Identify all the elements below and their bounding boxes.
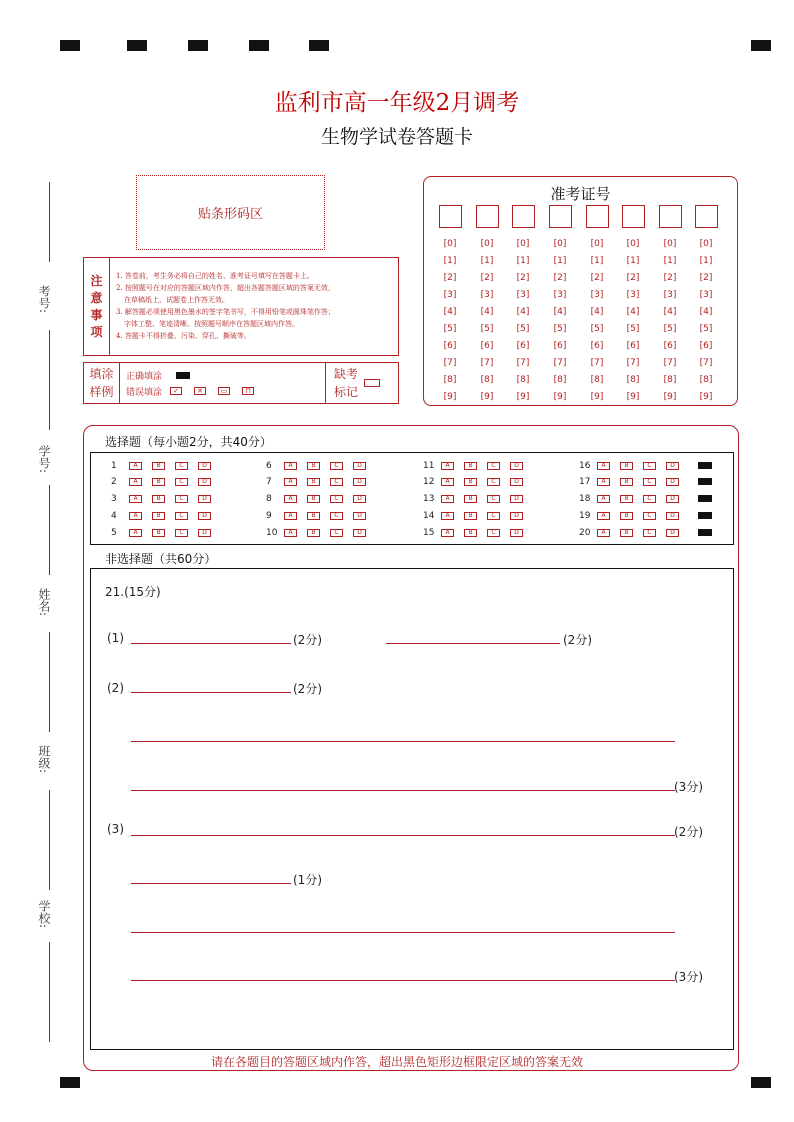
choice-option-bubble[interactable]: A (129, 478, 142, 486)
admission-digit-option[interactable]: [4] (590, 307, 604, 317)
choice-question-row (111, 510, 221, 522)
admission-digit-option[interactable]: [1] (663, 256, 677, 266)
exam-no-line[interactable] (49, 330, 50, 430)
timing-mark (698, 462, 712, 469)
barcode-area (136, 175, 325, 250)
choice-question-row (266, 527, 376, 539)
admission-digit-option[interactable]: [7] (590, 358, 604, 368)
wrong-fill-cross: ✕ (194, 387, 206, 395)
admission-digit-option[interactable]: [7] (699, 358, 713, 368)
choice-option-bubble[interactable]: C (643, 478, 656, 486)
choice-question-row (423, 460, 533, 472)
choice-option-bubble[interactable]: B (152, 529, 165, 537)
choice-option-bubble[interactable]: C (175, 478, 188, 486)
note-item: 2. 按照题号在对应的答题区域内作答，超出各题答题区域的答案无效， (116, 284, 335, 292)
question-number: 19 (579, 511, 591, 521)
question-number: 2 (111, 477, 117, 487)
correct-fill-label: 正确填涂 (126, 371, 163, 382)
note-item: 字体工整、笔迹清晰。按照题号顺序在答题区域内作答。 (124, 320, 299, 328)
admission-title: 准考证号 (550, 185, 611, 203)
part-1b-score: (2分) (563, 633, 592, 647)
admission-digit-option[interactable]: [1] (699, 256, 713, 266)
admission-column (437, 205, 463, 406)
admission-digit-option[interactable]: [7] (516, 358, 530, 368)
side-line (49, 182, 50, 262)
part-3c-score: (3分) (674, 970, 703, 984)
question-number: 13 (423, 494, 435, 504)
choice-option-bubble[interactable]: A (597, 512, 610, 520)
fill-sample-heading: 填涂 样例 (84, 363, 120, 403)
admission-number-box (423, 176, 738, 406)
admission-digit-option[interactable]: [3] (516, 290, 530, 300)
admission-digit-option[interactable]: [3] (480, 290, 494, 300)
admission-digit-option[interactable]: [2] (553, 273, 567, 283)
choice-option-bubble[interactable]: C (175, 495, 188, 503)
choice-option-bubble[interactable]: A (129, 512, 142, 520)
part-1-label: (1) (107, 631, 124, 645)
answer-line[interactable] (131, 692, 291, 693)
choice-option-bubble[interactable]: A (284, 495, 297, 503)
timing-mark (698, 512, 712, 519)
choice-option-bubble[interactable]: B (620, 495, 633, 503)
choice-option-bubble[interactable]: C (487, 495, 500, 503)
question-number: 18 (579, 494, 591, 504)
position-marker (127, 40, 147, 51)
choice-option-bubble[interactable]: D (353, 495, 366, 503)
question-number: 1 (111, 461, 117, 471)
school-label: 学校: (37, 900, 51, 929)
choice-option-bubble[interactable]: A (441, 495, 454, 503)
question-number: 4 (111, 511, 117, 521)
choice-option-bubble[interactable]: D (510, 495, 523, 503)
position-marker (751, 1077, 771, 1088)
admission-digit-option[interactable]: [9] (663, 392, 677, 402)
choice-option-bubble[interactable]: D (510, 512, 523, 520)
admission-digit-option[interactable]: [9] (699, 392, 713, 402)
notes-heading: 注 意 事 项 (84, 258, 110, 355)
timing-mark (698, 529, 712, 536)
choice-option-bubble[interactable]: D (198, 478, 211, 486)
position-marker (751, 40, 771, 51)
question-number: 17 (579, 477, 591, 487)
admission-digit-option[interactable]: [6] (443, 341, 457, 351)
choice-option-bubble[interactable]: B (620, 478, 633, 486)
answer-line[interactable] (386, 643, 560, 644)
admission-digit-option[interactable]: [5] (699, 324, 713, 334)
admission-digit-option[interactable]: [5] (626, 324, 640, 334)
choice-option-bubble[interactable]: A (597, 462, 610, 470)
choice-question-row (266, 493, 376, 505)
choice-option-bubble[interactable]: B (620, 529, 633, 537)
choice-option-bubble[interactable]: D (666, 529, 679, 537)
admission-digit-option[interactable]: [4] (626, 307, 640, 317)
choice-option-bubble[interactable]: C (330, 529, 343, 537)
admission-digit-option[interactable]: [1] (516, 256, 530, 266)
admission-digit-option[interactable]: [5] (553, 324, 567, 334)
choice-option-bubble[interactable]: A (597, 495, 610, 503)
note-item: 在草稿纸上、试题卷上作答无效。 (124, 296, 229, 304)
question-number: 11 (423, 461, 435, 471)
choice-option-bubble[interactable]: D (510, 529, 523, 537)
answer-line[interactable] (131, 932, 675, 933)
choice-option-bubble[interactable]: C (175, 462, 188, 470)
position-marker (188, 40, 208, 51)
choice-option-bubble[interactable]: B (620, 462, 633, 470)
choice-option-bubble[interactable]: C (330, 512, 343, 520)
part-1-score: (2分) (293, 633, 322, 647)
admission-digit-option[interactable]: [7] (443, 358, 457, 368)
choice-option-bubble[interactable]: B (152, 478, 165, 486)
choice-option-bubble[interactable]: D (198, 529, 211, 537)
answer-line[interactable] (131, 741, 675, 742)
choice-option-bubble[interactable]: B (464, 512, 477, 520)
choice-option-bubble[interactable]: B (152, 462, 165, 470)
admission-digit-option[interactable]: [5] (516, 324, 530, 334)
answer-line[interactable] (131, 883, 291, 884)
admission-digit-option[interactable]: [8] (443, 375, 457, 385)
admission-digit-option[interactable]: [3] (443, 290, 457, 300)
choice-option-bubble[interactable]: C (487, 529, 500, 537)
choice-option-bubble[interactable]: C (643, 462, 656, 470)
choice-option-bubble[interactable]: D (198, 462, 211, 470)
choice-option-bubble[interactable]: C (330, 462, 343, 470)
note-item: 1. 答卷前，考生务必将自己的姓名、准考证号填写在答题卡上。 (116, 272, 314, 280)
admission-digit-option[interactable]: [6] (480, 341, 494, 351)
admission-digit-option[interactable]: [3] (590, 290, 604, 300)
admission-digit-option[interactable]: [0] (699, 239, 713, 249)
choice-question-row (111, 493, 221, 505)
wrong-fill-label: 错误填涂 (126, 387, 163, 398)
choice-option-bubble[interactable]: D (353, 462, 366, 470)
student-no-label: 学号: (37, 445, 51, 474)
choice-option-bubble[interactable]: C (175, 529, 188, 537)
choice-question-row (579, 460, 689, 472)
footer-warning: 请在各题目的答题区域内作答，超出黑色矩形边框限定区域的答案无效 (210, 1055, 583, 1069)
admission-digit-option[interactable]: [7] (480, 358, 494, 368)
notes-box (83, 257, 399, 356)
question-number: 14 (423, 511, 435, 521)
note-item: 3. 解答题必须使用黑色墨水的签字笔书写，不得用铅笔或圆珠笔作答； (116, 308, 335, 316)
admission-digit-option[interactable]: [2] (699, 273, 713, 283)
choice-question-row (579, 527, 689, 539)
admission-digit-box[interactable] (622, 205, 645, 228)
choice-option-bubble[interactable]: D (666, 512, 679, 520)
admission-digit-option[interactable]: [6] (626, 341, 640, 351)
admission-digit-option[interactable]: [8] (516, 375, 530, 385)
admission-digit-option[interactable]: [2] (626, 273, 640, 283)
admission-digit-option[interactable]: [4] (663, 307, 677, 317)
admission-digit-option[interactable]: [2] (663, 273, 677, 283)
choice-option-bubble[interactable]: D (353, 478, 366, 486)
part-2-label: (2) (107, 681, 124, 695)
admission-digit-option[interactable]: [2] (443, 273, 457, 283)
class-line[interactable] (49, 790, 50, 890)
barcode-label: 贴条形码区 (197, 207, 263, 222)
part-2b-score: (3分) (674, 780, 703, 794)
admission-digit-box[interactable] (439, 205, 462, 228)
question-number: 9 (266, 511, 272, 521)
admission-digit-option[interactable]: [4] (699, 307, 713, 317)
admission-digit-box[interactable] (586, 205, 609, 228)
question-number: 15 (423, 528, 435, 538)
admission-digit-option[interactable]: [9] (516, 392, 530, 402)
question-21-heading: 21.(15分) (105, 585, 161, 599)
choice-option-bubble[interactable]: A (597, 529, 610, 537)
position-marker (60, 1077, 80, 1088)
admission-digit-option[interactable]: [2] (480, 273, 494, 283)
choice-option-bubble[interactable]: D (666, 495, 679, 503)
wrong-fill-partial: ⊓ (242, 387, 254, 395)
choice-option-bubble[interactable]: C (330, 478, 343, 486)
choice-option-bubble[interactable]: D (198, 495, 211, 503)
choice-option-bubble[interactable]: B (307, 512, 320, 520)
admission-column (620, 205, 646, 406)
absent-mark-box[interactable] (364, 379, 380, 387)
admission-digit-option[interactable]: [3] (553, 290, 567, 300)
admission-column (547, 205, 573, 406)
choice-option-bubble[interactable]: D (353, 529, 366, 537)
choice-option-bubble[interactable]: A (129, 529, 142, 537)
name-label: 姓名: (37, 588, 51, 617)
note-item: 4. 答题卡不得折叠、污染、穿孔、撕破等。 (116, 332, 251, 340)
class-label: 班级: (37, 745, 51, 774)
choice-option-bubble[interactable]: A (441, 478, 454, 486)
choice-option-bubble[interactable]: C (487, 462, 500, 470)
open-answer-box (90, 568, 734, 1050)
question-number: 8 (266, 494, 272, 504)
admission-digit-option[interactable]: [1] (480, 256, 494, 266)
school-line[interactable] (49, 942, 50, 1042)
admission-digit-option[interactable]: [5] (590, 324, 604, 334)
choice-option-bubble[interactable]: B (464, 462, 477, 470)
choice-question-row (579, 476, 689, 488)
fill-sample-examples (120, 363, 326, 403)
admission-digit-option[interactable]: [4] (553, 307, 567, 317)
choice-question-row (579, 510, 689, 522)
admission-digit-option[interactable]: [5] (663, 324, 677, 334)
position-marker (249, 40, 269, 51)
admission-digit-option[interactable]: [9] (480, 392, 494, 402)
admission-digit-option[interactable]: [2] (516, 273, 530, 283)
admission-digit-option[interactable]: [7] (553, 358, 567, 368)
timing-mark (698, 495, 712, 502)
choice-question-row (423, 493, 533, 505)
correct-fill-mark (176, 372, 190, 379)
admission-digit-option[interactable]: [6] (553, 341, 567, 351)
choice-option-bubble[interactable]: A (284, 462, 297, 470)
admission-digit-option[interactable]: [8] (626, 375, 640, 385)
admission-digit-option[interactable]: [7] (663, 358, 677, 368)
admission-digit-box[interactable] (512, 205, 535, 228)
part-3-score: (2分) (674, 825, 703, 839)
admission-digit-option[interactable]: [7] (626, 358, 640, 368)
admission-digit-box[interactable] (549, 205, 572, 228)
admission-digit-option[interactable]: [0] (443, 239, 457, 249)
choice-question-row (423, 510, 533, 522)
admission-digit-option[interactable]: [6] (590, 341, 604, 351)
admission-digit-option[interactable]: [0] (480, 239, 494, 249)
question-number: 16 (579, 461, 591, 471)
student-no-line[interactable] (49, 485, 50, 575)
choice-question-row (266, 476, 376, 488)
choice-option-bubble[interactable]: D (510, 462, 523, 470)
question-number: 6 (266, 461, 272, 471)
admission-digit-option[interactable]: [4] (516, 307, 530, 317)
choice-question-row (579, 493, 689, 505)
admission-digit-option[interactable]: [1] (626, 256, 640, 266)
wrong-fill-check: ✓ (170, 387, 182, 395)
admission-digit-option[interactable]: [3] (663, 290, 677, 300)
admission-digit-box[interactable] (476, 205, 499, 228)
choice-option-bubble[interactable]: D (510, 478, 523, 486)
admission-digit-option[interactable]: [0] (516, 239, 530, 249)
choice-question-row (423, 476, 533, 488)
notes-list (110, 258, 339, 355)
page-title: 监利市高一年级2月调考 (274, 90, 520, 116)
choice-question-row (423, 527, 533, 539)
page-subtitle: 生物学试卷答题卡 (320, 126, 473, 148)
choice-option-bubble[interactable]: B (464, 495, 477, 503)
choice-option-bubble[interactable]: A (597, 478, 610, 486)
open-section-title: 非选择题（共60分） (105, 552, 217, 566)
choice-question-row (111, 476, 221, 488)
answer-line[interactable] (131, 835, 675, 836)
choice-option-bubble[interactable]: B (307, 529, 320, 537)
admission-digit-option[interactable]: [0] (553, 239, 567, 249)
choice-option-bubble[interactable]: C (175, 512, 188, 520)
admission-digit-box[interactable] (695, 205, 718, 228)
part-3-label: (3) (107, 822, 124, 836)
question-number: 7 (266, 477, 272, 487)
question-number: 5 (111, 528, 117, 538)
timing-mark (698, 478, 712, 485)
choice-option-bubble[interactable]: A (129, 462, 142, 470)
admission-digit-option[interactable]: [6] (699, 341, 713, 351)
admission-column (584, 205, 610, 406)
admission-digit-option[interactable]: [8] (553, 375, 567, 385)
admission-digit-option[interactable]: [3] (626, 290, 640, 300)
choice-option-bubble[interactable]: C (330, 495, 343, 503)
choice-option-bubble[interactable]: B (152, 512, 165, 520)
choice-question-row (266, 460, 376, 472)
wrong-fill-half: ▭ (218, 387, 230, 395)
choice-option-bubble[interactable]: B (307, 462, 320, 470)
admission-digit-option[interactable]: [6] (663, 341, 677, 351)
choice-option-bubble[interactable]: B (307, 478, 320, 486)
admission-digit-option[interactable]: [4] (443, 307, 457, 317)
question-number: 10 (266, 528, 278, 538)
exam-no-label: 考号: (37, 285, 51, 314)
admission-digit-option[interactable]: [9] (626, 392, 640, 402)
choice-option-bubble[interactable]: A (284, 529, 297, 537)
choice-option-bubble[interactable]: D (666, 478, 679, 486)
admission-digit-option[interactable]: [0] (590, 239, 604, 249)
admission-digit-option[interactable]: [0] (663, 239, 677, 249)
admission-digit-option[interactable]: [6] (516, 341, 530, 351)
fill-sample-box (83, 362, 399, 404)
choice-option-bubble[interactable]: A (284, 512, 297, 520)
choice-option-bubble[interactable]: D (666, 462, 679, 470)
choice-option-bubble[interactable]: A (441, 512, 454, 520)
admission-column (693, 205, 719, 406)
admission-digit-option[interactable]: [4] (480, 307, 494, 317)
choice-option-bubble[interactable]: C (643, 529, 656, 537)
admission-digit-option[interactable]: [0] (626, 239, 640, 249)
choice-option-bubble[interactable]: A (284, 478, 297, 486)
answer-line[interactable] (131, 790, 675, 791)
admission-digit-option[interactable]: [8] (663, 375, 677, 385)
admission-column (474, 205, 500, 406)
admission-digit-option[interactable]: [8] (480, 375, 494, 385)
question-number: 3 (111, 494, 117, 504)
part-3b-score: (1分) (293, 873, 322, 887)
answer-line[interactable] (131, 980, 675, 981)
choice-option-bubble[interactable]: B (307, 495, 320, 503)
choice-section-title: 选择题（每小题2分，共40分） (105, 435, 272, 449)
admission-digit-option[interactable]: [8] (590, 375, 604, 385)
choice-option-bubble[interactable]: A (129, 495, 142, 503)
choice-option-bubble[interactable]: B (464, 478, 477, 486)
admission-digit-box[interactable] (659, 205, 682, 228)
admission-digit-option[interactable]: [5] (480, 324, 494, 334)
answer-line[interactable] (131, 643, 291, 644)
part-2-score: (2分) (293, 682, 322, 696)
choice-option-bubble[interactable]: B (464, 529, 477, 537)
choice-option-bubble[interactable]: C (487, 512, 500, 520)
admission-digit-option[interactable]: [9] (590, 392, 604, 402)
choice-option-bubble[interactable]: B (152, 495, 165, 503)
question-number: 20 (579, 528, 591, 538)
position-marker (60, 40, 80, 51)
choice-option-bubble[interactable]: B (620, 512, 633, 520)
name-line[interactable] (49, 632, 50, 732)
question-number: 12 (423, 477, 435, 487)
choice-question-row (111, 527, 221, 539)
choice-question-row (266, 510, 376, 522)
choice-option-bubble[interactable]: C (487, 478, 500, 486)
admission-digit-option[interactable]: [8] (699, 375, 713, 385)
choice-option-bubble[interactable]: A (441, 529, 454, 537)
admission-digit-option[interactable]: [3] (699, 290, 713, 300)
admission-digit-option[interactable]: [5] (443, 324, 457, 334)
admission-column (510, 205, 536, 406)
admission-column (657, 205, 683, 406)
choice-option-bubble[interactable]: D (353, 512, 366, 520)
choice-question-row (111, 460, 221, 472)
admission-digit-option[interactable]: [2] (590, 273, 604, 283)
admission-digit-option[interactable]: [1] (553, 256, 567, 266)
admission-digit-option[interactable]: [9] (553, 392, 567, 402)
choice-option-bubble[interactable]: C (643, 495, 656, 503)
admission-digit-option[interactable]: [1] (443, 256, 457, 266)
position-marker (309, 40, 329, 51)
choice-option-bubble[interactable]: C (643, 512, 656, 520)
admission-digit-option[interactable]: [1] (590, 256, 604, 266)
choice-option-bubble[interactable]: A (441, 462, 454, 470)
absent-mark-area: 缺考 标记 (326, 363, 398, 403)
choice-option-bubble[interactable]: D (198, 512, 211, 520)
admission-digit-option[interactable]: [9] (443, 392, 457, 402)
